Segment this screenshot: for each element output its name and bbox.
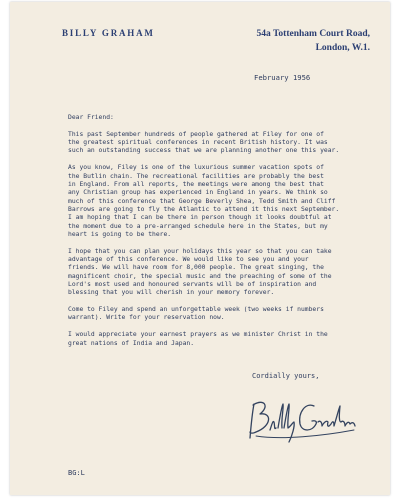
- paragraph-5: I would appreciate your earnest prayers as we minister Christ in the great nations of India and Japan.: [68, 331, 328, 347]
- letterhead-name: BILLY GRAHAM: [62, 28, 155, 38]
- closing: Cordially yours,: [252, 372, 320, 380]
- letterhead-address: [257, 27, 371, 55]
- address-line-1: 54a Tottenham Court Road,: [256, 29, 370, 39]
- handwritten-signature: [242, 392, 362, 448]
- letter-date: February 1956: [254, 73, 311, 82]
- address-line-2: London, W.1.: [315, 43, 370, 53]
- paragraph-4: Come to Filey and spend an unforgettable week (two weeks if numbers warrant). Write for your reservation now.: [68, 306, 324, 322]
- paragraph-1: This past September hundreds of people gathered at Filey for one of the greatest spiritual conferences in recent British history. It was such an outstanding success that we are planning another one this year.: [68, 130, 340, 155]
- salutation: Dear Friend:: [68, 114, 114, 121]
- typist-initials: BG:L: [68, 469, 85, 477]
- paragraph-2: As you know, Filey is one of the luxurious summer vacation spots of the Butlin chain. The recreational facilities are probably the best in England. From all reports, the meetings were among the best that any Christian group has experienced in England in years. We think so much of this conference that George Beverly Shea, Tedd Smith and Cliff Barrows are going to fly the Atlantic to attend it this next September. I am hoping that I can be there in person though it looks doubtful at the moment due to a pre-arranged schedule here in the States, but my heart is going to be there.: [68, 164, 340, 238]
- paragraph-3: I hope that you can plan your holidays this year so that you can take advantage of this conference. We would like to see you and your friends. We will have room for 8,000 people. The great singing, the magnificent choir, the special music and the preaching of some of the Lord's most used and honoured servants will be of inspiration and blessing that you will cherish in your memory forever.: [68, 247, 332, 297]
- letter-page: [10, 2, 390, 495]
- letter-body: [68, 114, 378, 356]
